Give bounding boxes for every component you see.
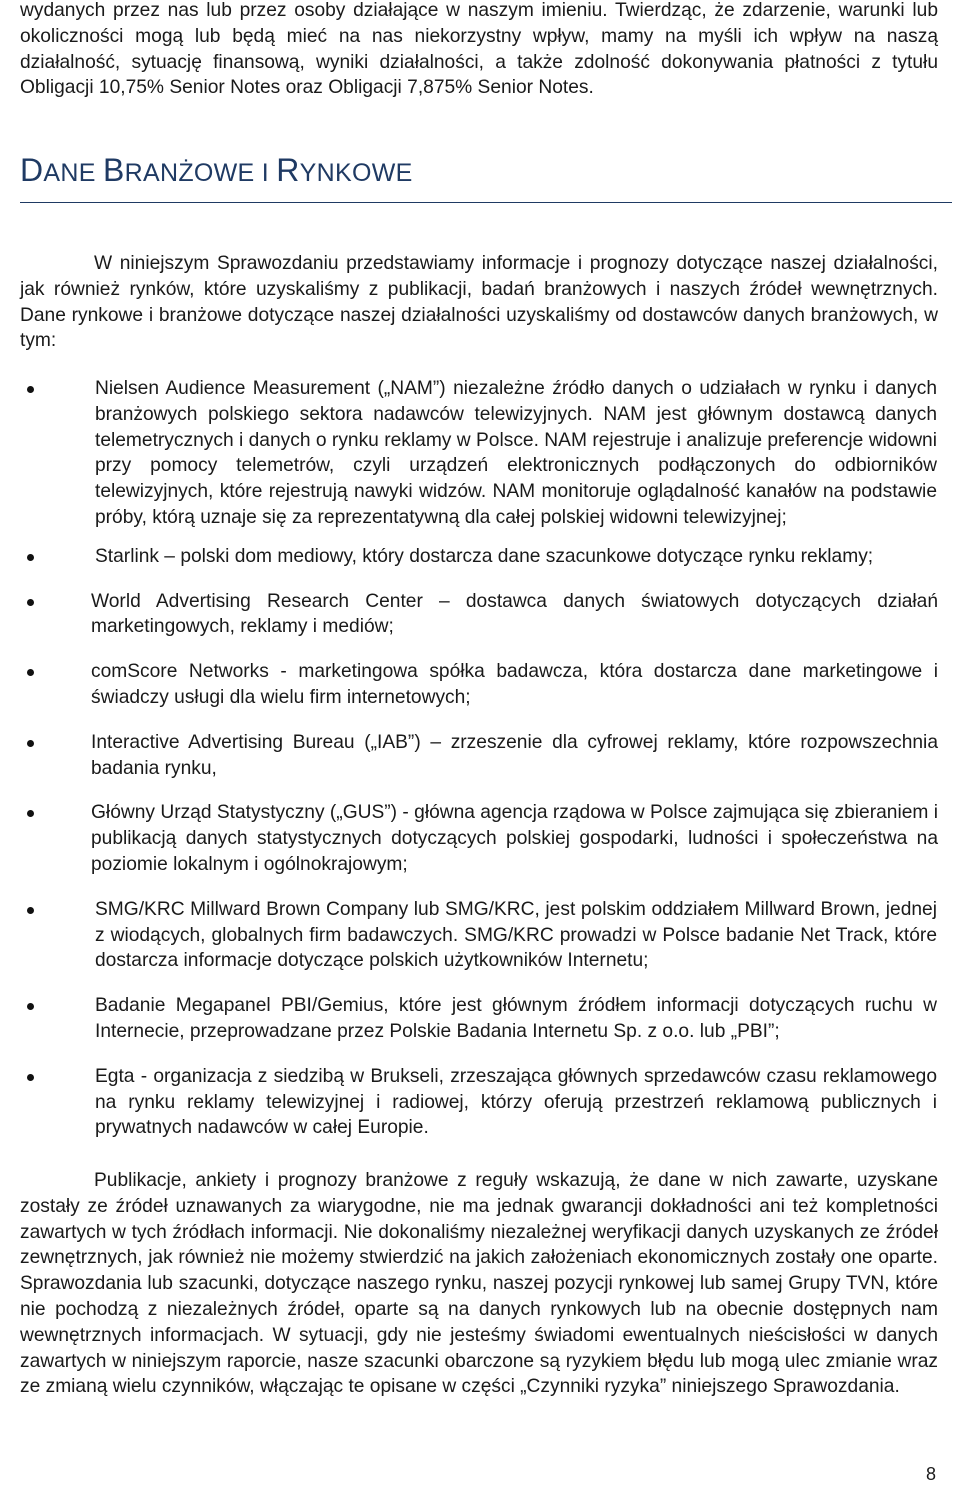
closing-paragraph: Publikacje, ankiety i prognozy branżowe z reguły wskazują, że dane w nich zawarte, uzyskane zostały ze źródeł uznawanych za wiarygodne, nie ma jednak gwarancji dokładności ani też kompletności zawartych w tych źródłach informacji. Nie dokonaliśmy niezależnej weryfikacji danych uzyskanych ze źródeł zewnętrznych, jak również nie możemy stwierdzić na jakich założeniach ekonomicznych zostały one oparte. Sprawozdania lub szacunki, dotyczące naszego rynku, naszej pozycji rynkowej lub samej Grupy TVN, które nie pochodzą z niezależnych źródeł, oparte są na danych rynkowych lub na obecnie dostępnych nam wewnętrznych informacjach. W sytuacji, gdy nie jesteśmy świadomi ewentualnych nieścisłości w danych zawartych w niniejszym raporcie, nasze szacunki obarczone są ryzykiem błędu lub mogą ulec zmianie wraz ze zmianą wielu czynników, włączając te opisane w części „Czynniki ryzyka” niniejszego Sprawozdania. [20,1170,938,1398]
list-item-text: SMG/KRC Millward Brown Company lub SMG/KRC, jest polskim oddziałem Millward Brown, jednej z wiodących, globalnych firm badawczych. SMG/KRC prowadzi w Polsce badanie Net Track, które dostarcza informacje dotyczące polskich użytkowników Internetu; [95,898,937,972]
list-item [95,993,960,1045]
bullet-icon [27,669,34,676]
heading-divider [20,202,952,203]
list-item-text: World Advertising Research Center – dostawca danych światowych dotyczących działań marketingowych, reklamy i mediów; [91,590,938,638]
heading-initial: D [20,152,44,188]
heading-text: RANŻOWE I [124,159,277,187]
list-item-text: Interactive Advertising Bureau („IAB”) – zrzeszenie dla cyfrowej reklamy, które rozpowszechnia badania rynku, [91,731,938,779]
bullet-icon [27,907,34,914]
list-item [91,730,960,782]
heading-text: ANE [43,159,103,187]
heading-initial: R [276,152,300,188]
bullet-icon [27,1003,34,1010]
bullet-icon [27,740,34,747]
bullet-icon [27,554,34,561]
list-item [91,659,960,711]
lead-paragraph: W niniejszym Sprawozdaniu przedstawiamy informacje i prognozy dotyczące naszej działalności, jak również rynków, które uzyskaliśmy z publikacji, badań branżowych i naszych źródeł wewnętrznych. Dane rynkowe i branżowe dotyczące naszej działalności uzyskaliśmy od dostawców danych branżowych, w tym: [20,253,938,352]
list-item [95,897,960,974]
bullet-icon [27,810,34,817]
list-item-text: comScore Networks - marketingowa spółka badawcza, która dostarcza dane marketingowe i świadczy usługi dla wielu firm internetowych; [91,661,938,708]
bullet-icon [27,1074,34,1081]
sources-list [0,376,960,1141]
bullet-icon [27,386,34,393]
list-item [95,544,960,570]
intro-paragraph: wydanych przez nas lub przez osoby działające w naszym imieniu. Twierdząc, że zdarzenie, warunki lub okoliczności mogą lub będą mieć na nas niekorzystny wpływ, mamy na myśli ich wpływ na naszą działalność, sytuację finansową, wyniki działalności, a także zdolność dokonywania płatności z tytułu Obligacji 10,75% Senior Notes oraz Obligacji 7,875% Senior Notes. [20,0,938,99]
list-item-text: Egta - organizacja z siedzibą w Brukseli, zrzeszająca głównych sprzedawców czasu reklamowego na rynku reklamy telewizyjnej i radiowej, którzy oferują przestrzeń reklamową publicznych i prywatnych nadawców w całej Europie. [95,1065,937,1139]
list-item-text: Starlink – polski dom mediowy, który dostarcza dane szacunkowe dotyczące rynku reklamy; [95,545,874,567]
heading-text: YNKOWE [299,159,413,187]
list-item [91,589,960,641]
list-item [95,1064,960,1141]
page-number: 8 [926,1464,937,1484]
heading-initial: B [102,152,125,188]
list-item-text: Nielsen Audience Measurement („NAM”) niezależne źródło danych o udziałach w rynku i danych branżowych polskiego sektora nadawców telewizyjnych. NAM jest głównym dostawcą danych telemetrycznych i danych o rynku reklamy w Polsce. NAM rejestruje i analizuje preferencje widowni przy pomocy telemetrów, czyli urządzeń elektronicznych podłączonych do odbiorników telewizyjnych, które rejestrują nawyki widzów. NAM monitoruje oglądalność kanałów na podstawie próby, którą uznaje się za reprezentatywną dla całej polskiej widowni telewizyjnej; [95,378,937,528]
list-item [91,800,960,877]
list-item-text: Badanie Megapanel PBI/Gemius, które jest głównym źródłem informacji dotyczących ruchu w Internecie, przeprowadzane przez Polskie Badania Internetu Sp. z o.o. lub „PBI”; [95,995,937,1042]
bullet-icon [27,599,34,606]
list-item [95,376,960,531]
list-item-text: Główny Urząd Statystyczny („GUS”) - główna agencja rządowa w Polsce zajmująca się zbieraniem i publikacją danych statystycznych dotyczących polskiej gospodarki, ludności i społeczeństwa na poziomie lokalnym i ogólnokrajowym; [91,802,938,875]
section-heading [20,152,413,188]
